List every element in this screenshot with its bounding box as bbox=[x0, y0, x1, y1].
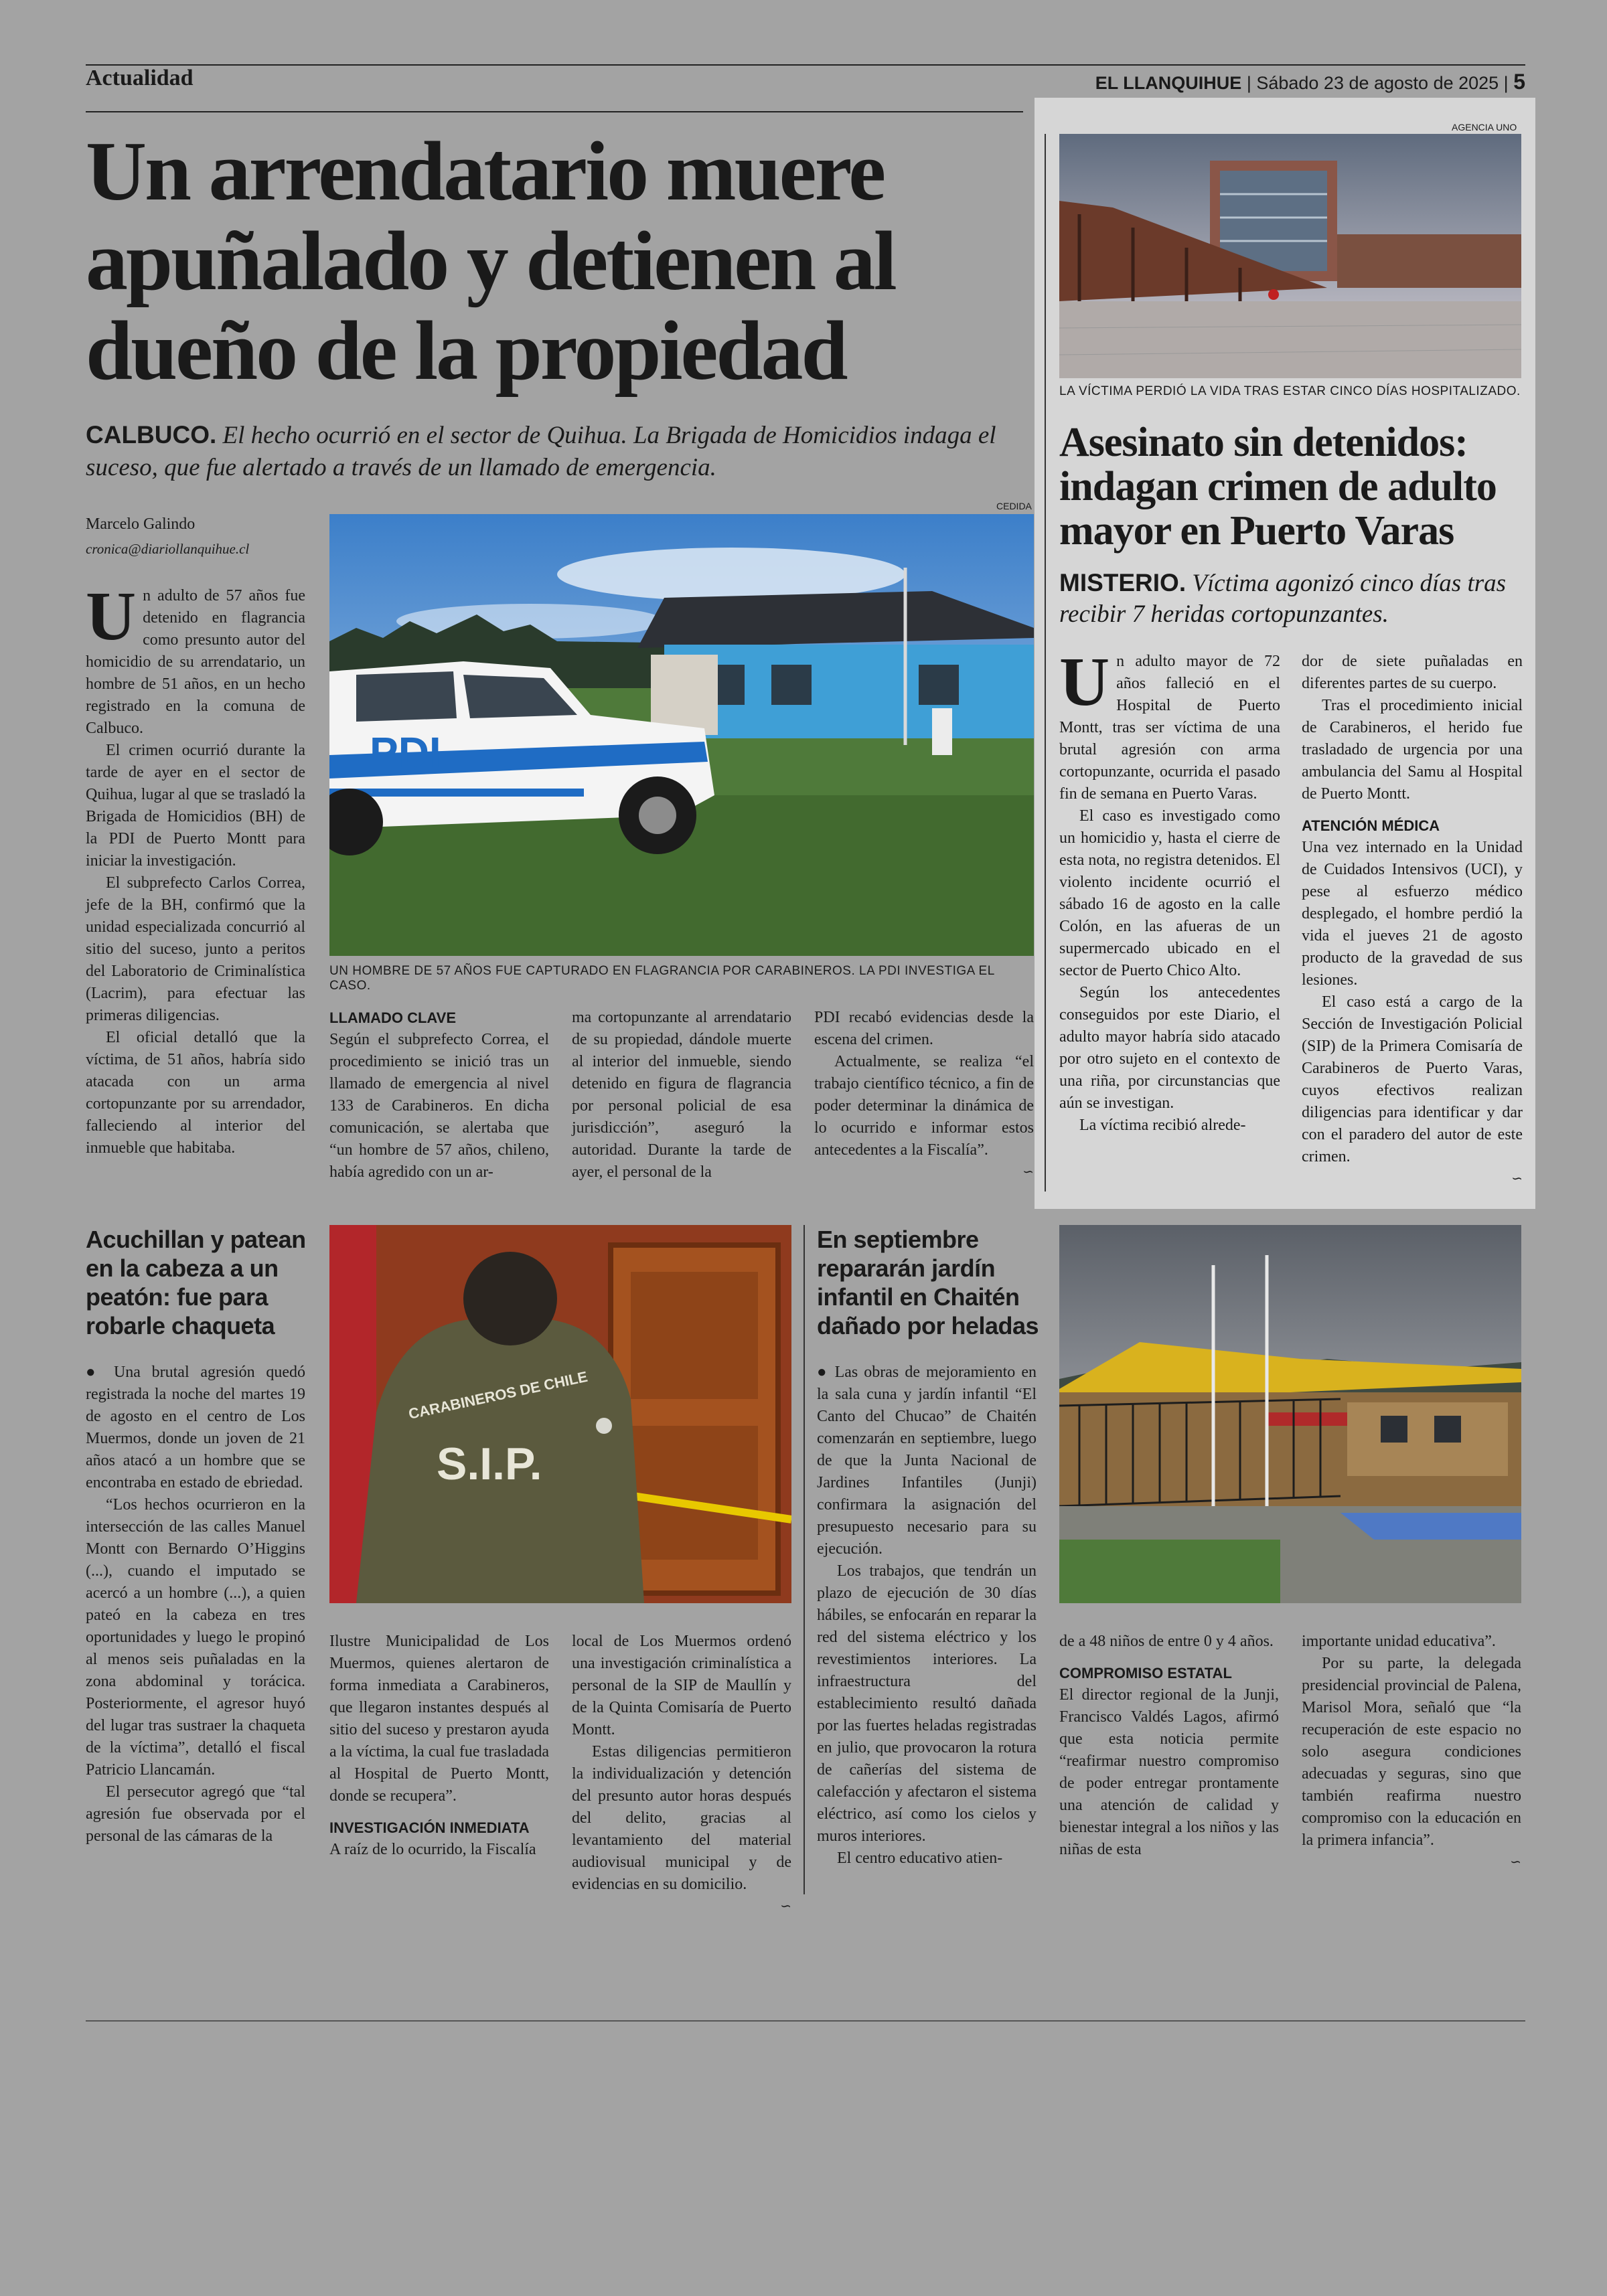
bl-col1-p3: El persecutor agregó que “tal agresión fue observada por el personal de las cámaras de la bbox=[86, 1783, 305, 1845]
side-col1-p2: El caso es investigado como un homicidio y, hasta el cierre de esta nota, no registra detenidos. El violento incidente ocurrió el sábado 16 de agosto en la calle Colón, en las afueras de un supermercado ubicado en el sector de Puerto Chico Alto. bbox=[1059, 807, 1280, 979]
main-column-1 bbox=[86, 578, 305, 1159]
main-column-4 bbox=[814, 1007, 1034, 1183]
side-subhead-atencion: ATENCIÓN MÉDICA bbox=[1302, 817, 1440, 834]
main-deck bbox=[86, 419, 1023, 484]
bl-subhead-investigacion: INVESTIGACIÓN INMEDIATA bbox=[329, 1819, 530, 1836]
main-drop-cap: U bbox=[86, 578, 137, 655]
side-col2-p2: Tras el procedimiento inicial de Carabineros, el herido fue trasladado de urgencia por una ambulancia del Samu al Hospital de Puerto Montt. bbox=[1302, 697, 1523, 803]
br-end-mark: ∽ bbox=[1510, 1855, 1521, 1870]
main-col1-p4: El oficial detalló que la víctima, de 51 años, habría sido atacada con un arma cortopunzante por su arrendador, falleciendo al interior del inmueble que habitaba. bbox=[86, 1029, 305, 1157]
section-label: Actualidad bbox=[86, 66, 194, 90]
main-subhead-llamado: LLAMADO CLAVE bbox=[329, 1009, 457, 1026]
main-col1-p1: n adulto de 57 años fue detenido en flagrancia como presunto autor del homicidio de su arrendatario, un hombre de 51 años, en un hecho registrado en la comuna de Calbuco. bbox=[86, 587, 305, 737]
bl-col3-p1: local de Los Muermos ordenó una investigación criminalística a personal de la SIP de Maullín y de la Quinta Comisaría de Puerto Montt. bbox=[572, 1633, 791, 1738]
main-col3-p1: ma cortopunzante al arrendatario de su propiedad, dándole muerte al interior del inmueble, siendo detenido en figura de flagrancia por personal policial de esa jurisdicción”, aseguró la autoridad. Durante la tarde de ayer, el personal de la bbox=[572, 1009, 791, 1181]
side-col1-p1: n adulto mayor de 72 años falleció en el Hospital de Puerto Montt, tras ser víctima de una brutal agresión con arma cortopunzante, ocurrida el pasado fin de semana en Puerto Varas. bbox=[1059, 653, 1280, 803]
author: Marcelo Galindo bbox=[86, 515, 196, 533]
main-column-2 bbox=[329, 1007, 549, 1183]
author-email: cronica@diariollanquihue.cl bbox=[86, 541, 250, 557]
bottom-left-photo bbox=[329, 1225, 791, 1603]
bottom-right-headline: En septiembre repararán jardín infantil en Chaitén dañado por heladas bbox=[817, 1226, 1039, 1339]
side-col1-p3: Según los antecedentes conseguidos por este Diario, el adulto mayor habría sido atacado por otro sujeto en el contexto de una riña, por circunstancias que aún se investigan. bbox=[1059, 984, 1280, 1112]
bl-col1-p1: Una brutal agresión quedó registrada la noche del martes 19 de agosto en el centro de Los Muermos, donde un joven de 21 años atacó a un hombre que se encontraba en estado de ebriedad. bbox=[86, 1364, 306, 1491]
column-divider bbox=[804, 1225, 805, 1894]
bottom-rule bbox=[86, 2020, 1525, 2022]
bottom-left-column-3 bbox=[572, 1631, 791, 1918]
side-deck-keyword: MISTERIO. bbox=[1059, 569, 1187, 596]
bottom-left-column-1 bbox=[86, 1362, 305, 1848]
masthead: EL LLANQUIHUE | Sábado 23 de agosto de 2025 | 5 bbox=[1095, 70, 1525, 94]
br-col1-p2: Los trabajos, que tendrán un plazo de ejecución de 30 días hábiles, se enfocarán en reparar la red del sistema eléctrico y los revestimientos interiores. La infraestructura del establecimiento resultó dañada por las fuertes heladas registradas en julio, que provocaron la rotura de cañerías del sistema de calefacción y afectaron el sistema eléctrico, así como los cielos y muros interiores. bbox=[817, 1562, 1037, 1845]
bl-col1-p2: “Los hechos ocurrieron en la intersección de las calles Manuel Montt con Bernardo O’Higgins (...), cuando el imputado se acercó a un hombre (...), a quien pateó en la cabeza en tres oportunidades y luego le propinó al menos seis puñaladas en la zona abdominal y torácica. Posteriormente, el agresor huyó del lugar tras sustraer la chaqueta de la víctima”, detalló el fiscal Patricio Llancamán. bbox=[86, 1496, 305, 1779]
main-col1-p3: El subprefecto Carlos Correa, jefe de la BH, confirmó que la unidad especializada concurrió al sitio del suceso, junto a peritos del Laboratorio de Criminalística (Lacrim), para efectuar las primeras diligencias. bbox=[86, 874, 305, 1024]
main-deck-text: El hecho ocurrió en el sector de Quihua. La Brigada de Homicidios indaga el suceso, que fue alertado a través de un llamado de emergencia. bbox=[86, 422, 996, 481]
bottom-left-column-2 bbox=[329, 1631, 549, 1861]
main-col2-p1: Según el subprefecto Correa, el procedimiento se inició tras un llamado de emergencia al nivel 133 de Carabineros. En dicha comunicación, se alertaba que “un hombre de 57 años, chileno, había agredido con un ar- bbox=[329, 1031, 549, 1181]
paper-name: EL LLANQUIHUE bbox=[1095, 73, 1242, 93]
bottom-right-column-2 bbox=[1059, 1631, 1279, 1861]
main-photo-caption: UN HOMBRE DE 57 AÑOS FUE CAPTURADO EN FLAGRANCIA POR CARABINEROS. LA PDI INVESTIGA EL CASO. bbox=[329, 964, 995, 993]
bottom-right-column-3 bbox=[1302, 1631, 1521, 1874]
side-deck-text: Víctima agonizó cinco días tras recibir 7 heridas cortopunzantes. bbox=[1059, 570, 1507, 628]
side-deck bbox=[1059, 568, 1528, 630]
bl-end-mark: ∽ bbox=[780, 1899, 791, 1914]
br-col3-p2: Por su parte, la delegada presidencial provincial de Palena, Marisol Mora, señaló que “la recuperación de este espacio no solo asegura condiciones adecuadas y seguras, sino que también reafirma nuestro compromiso con la educación en la primera infancia”. bbox=[1302, 1655, 1521, 1849]
vehicle-lettering: PDI bbox=[370, 728, 441, 776]
bullet-dot: ● bbox=[86, 1364, 103, 1381]
br-col1-p3: El centro educativo atien- bbox=[837, 1850, 1003, 1867]
main-deck-keyword: CALBUCO. bbox=[86, 421, 217, 448]
side-col2-p1: dor de siete puñaladas en diferentes partes de su cuerpo. bbox=[1302, 653, 1523, 692]
side-col2-p4: El caso está a cargo de la Sección de Investigación Policial (SIP) de la Primera Comisaría de Carabineros de Puerto Varas, cuyos efectivos realizan diligencias para identificar y dar con el paradero del autor de este crimen. bbox=[1302, 993, 1523, 1165]
bottom-right-column-1 bbox=[817, 1362, 1037, 1870]
br-subhead-compromiso: COMPROMISO ESTATAL bbox=[1059, 1665, 1232, 1682]
page-number: 5 bbox=[1513, 70, 1525, 94]
side-headline: Asesinato sin detenidos: indagan crimen de adulto mayor en Puerto Varas bbox=[1059, 420, 1497, 554]
main-photo bbox=[329, 514, 1034, 956]
br-col3-p1: importante unidad educativa”. bbox=[1302, 1633, 1496, 1650]
bullet-dot: ● bbox=[817, 1364, 829, 1381]
top-rule bbox=[86, 64, 1525, 66]
bl-col3-p2: Estas diligencias permitieron la individualización y detención del presunto autor horas después del delito, gracias al levantamiento del material audiovisual municipal y de evidencias en su domicilio. bbox=[572, 1743, 791, 1893]
header-rule bbox=[86, 111, 1023, 112]
side-panel-rule bbox=[1045, 134, 1046, 1192]
jacket-lettering: S.I.P. bbox=[437, 1439, 542, 1489]
issue-date: Sábado 23 de agosto de 2025 bbox=[1256, 73, 1499, 93]
side-end-mark: ∽ bbox=[1511, 1171, 1523, 1186]
br-col1-p1: Las obras de mejoramiento en la sala cuna y jardín infantil “El Canto del Chucao” de Chaitén comenzarán en septiembre, luego de que la Junta Nacional de Jardines Infantiles (Junji) confirmara la asignación del presupuesto necesario para su ejecución. bbox=[817, 1364, 1037, 1558]
main-end-mark: ∽ bbox=[1022, 1165, 1034, 1179]
main-column-3 bbox=[572, 1007, 791, 1183]
side-col1-p4: La víctima recibió alrede- bbox=[1079, 1117, 1246, 1134]
jacket-lettering-top: CARABINEROS DE CHILE bbox=[406, 1368, 589, 1422]
bottom-left-headline: Acuchillan y patean en la cabeza a un peatón: fue para robarle chaqueta bbox=[86, 1226, 306, 1339]
side-photo bbox=[1059, 134, 1521, 378]
bl-col2-p2: A raíz de lo ocurrido, la Fiscalía bbox=[329, 1841, 536, 1858]
br-col2-p1: de a 48 niños de entre 0 y 4 años. bbox=[1059, 1633, 1274, 1650]
main-col4-p1: PDI recabó evidencias desde la escena del crimen. bbox=[814, 1009, 1034, 1048]
side-photo-credit: AGENCIA UNO bbox=[1452, 122, 1517, 133]
main-headline: Un arrendatario muere apuñalado y detienen al dueño de la propiedad bbox=[86, 125, 895, 398]
main-photo-credit: CEDIDA bbox=[996, 501, 1032, 511]
bl-col2-p1: Ilustre Municipalidad de Los Muermos, quienes alertaron de forma inmediata a Carabineros, que llegaron instantes después al sitio del suceso y prestaron ayuda a la víctima, la cual fue trasladada al Hospital de Puerto Montt, donde se recupera”. bbox=[329, 1633, 549, 1805]
main-col4-p2: Actualmente, se realiza “el trabajo científico técnico, a fin de poder determinar la dinámica de lo ocurrido e informar estos antecedentes a la Fiscalía”. bbox=[814, 1053, 1034, 1159]
bottom-right-photo bbox=[1059, 1225, 1521, 1603]
side-drop-cap: U bbox=[1059, 643, 1110, 720]
side-col2-p3: Una vez internado en la Unidad de Cuidados Intensivos (UCI), y pese al esfuerzo médico desplegado, el hombre perdió la vida el jueves 21 de agosto producto de la gravedad de sus lesiones. bbox=[1302, 839, 1523, 989]
side-column-1 bbox=[1059, 643, 1280, 1137]
br-col2-p2: El director regional de la Junji, Francisco Valdés Lagos, afirmó que esta noticia permite “reafirmar nuestro compromiso de poder entregar prontamente una atención de calidad y bienestar integral a los niños y las niñas de esta bbox=[1059, 1686, 1279, 1858]
side-column-2 bbox=[1302, 651, 1523, 1190]
main-col1-p2: El crimen ocurrió durante la tarde de ayer en el sector de Quihua, lugar al que se trasladó la Brigada de Homicidios (BH) de la PDI de Puerto Montt para iniciar la investigación. bbox=[86, 742, 305, 870]
side-photo-caption: LA VÍCTIMA PERDIÓ LA VIDA TRAS ESTAR CINCO DÍAS HOSPITALIZADO. bbox=[1059, 384, 1521, 398]
